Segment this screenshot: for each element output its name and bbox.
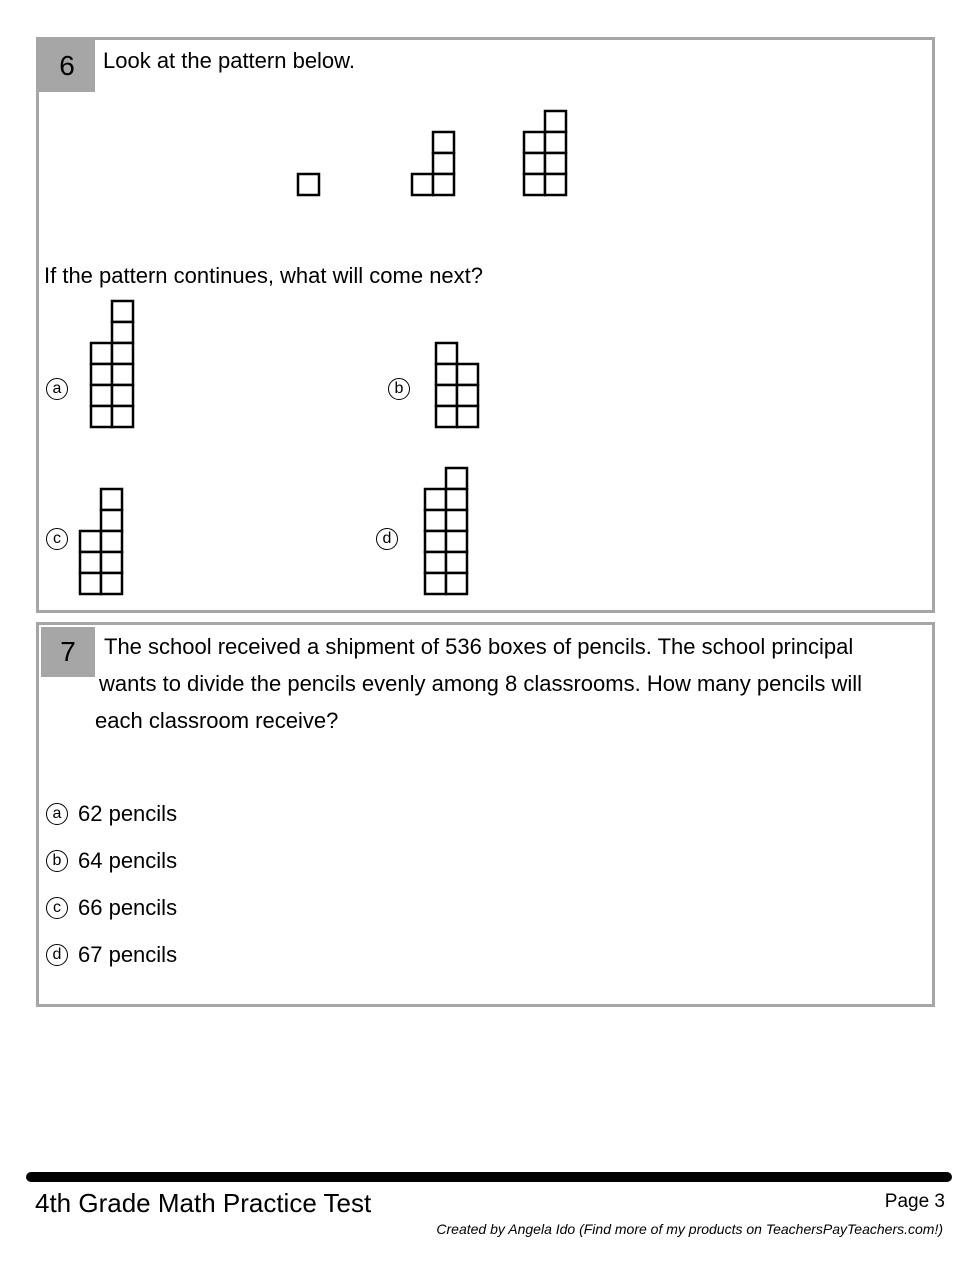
option-text: 67 pencils [78,942,178,967]
q6-option-b[interactable] [388,378,410,400]
question-6-box [36,37,935,613]
q6-option-c[interactable] [46,528,68,550]
option-bubble[interactable]: b [46,850,68,872]
question-6-prompt: Look at the pattern below. [103,48,355,73]
q6-option-c-figure [80,489,124,595]
option-bubble[interactable]: a [46,378,68,400]
question-7-number: 7 [41,627,95,677]
footer-title: 4th Grade Math Practice Test [35,1188,372,1218]
q6-option-d-figure [425,468,469,595]
pattern-square [298,174,319,195]
option-text: 66 pencils [78,895,178,920]
option-bubble[interactable]: b [388,378,410,400]
q6-option-a-figure [91,301,135,428]
footer-divider [26,1172,952,1182]
question-6-text: If the pattern continues, what will come next? [44,263,484,288]
question-7-line-3: each classroom receive? [95,708,339,733]
q6-option-a[interactable] [46,378,68,400]
page-number: Page 3 [884,1191,945,1212]
option-text: 64 pencils [78,848,178,873]
question-7-line-2: wants to divide the pencils evenly among 8 classrooms. How many pencils will [99,671,863,696]
option-text: 62 pencils [78,801,178,826]
pattern-figure-3 [524,111,568,196]
option-bubble[interactable]: a [46,803,68,825]
q6-option-d[interactable] [376,528,398,550]
option-bubble[interactable]: c [46,528,68,550]
option-bubble[interactable]: d [46,944,68,966]
q7-option-b[interactable] [46,848,177,874]
q7-option-d[interactable] [46,942,177,968]
option-bubble[interactable]: d [376,528,398,550]
question-7-line-1: The school received a shipment of 536 boxes of pencils. The school principal [104,634,854,659]
pattern-figure-1 [298,174,320,196]
q7-option-c[interactable] [46,895,177,921]
option-bubble[interactable]: c [46,897,68,919]
footer-credit: Created by Angela Ido (Find more of my products on TeachersPayTeachers.com!) [436,1221,943,1237]
q7-option-a[interactable] [46,801,177,827]
pattern-figure-2 [412,132,456,196]
q6-option-b-figure [436,343,480,428]
question-6-number: 6 [39,40,95,92]
